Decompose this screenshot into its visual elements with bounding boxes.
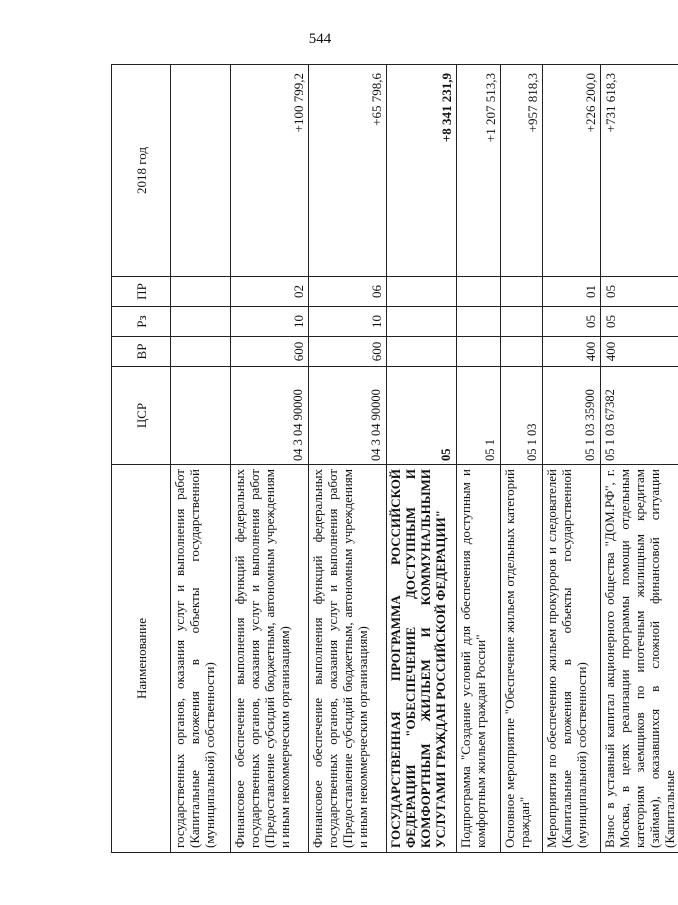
row-value: +100 799,2	[231, 65, 309, 277]
row-value: +957 818,3	[501, 65, 543, 277]
row-rz	[457, 307, 501, 337]
row-csr: 04 3 04 90000	[231, 367, 309, 465]
table-row	[601, 65, 678, 853]
row-csr	[171, 367, 231, 465]
row-csr: 05 1 03 35900	[543, 367, 601, 465]
row-vr: 400	[601, 337, 678, 367]
row-vr: 600	[231, 337, 309, 367]
row-csr: 05 1	[457, 367, 501, 465]
row-name: Подпрограмма "Создание условий для обеспечения доступным и комфортным жильем граждан России"	[457, 465, 501, 853]
table-row	[543, 65, 601, 853]
header-name: Наименование	[112, 465, 171, 853]
table-row	[171, 65, 231, 853]
row-value: +1 207 513,3	[457, 65, 501, 277]
row-vr	[501, 337, 543, 367]
row-vr	[171, 337, 231, 367]
row-rz	[171, 307, 231, 337]
row-pr	[457, 277, 501, 307]
page-number: 544	[308, 31, 332, 47]
row-vr	[387, 337, 457, 367]
row-rz	[387, 307, 457, 337]
row-pr: 05	[601, 277, 678, 307]
table-row	[387, 65, 457, 853]
row-value	[171, 65, 231, 277]
row-name: Основное мероприятие "Обеспечение жильем отдельных категорий граждан"	[501, 465, 543, 853]
row-csr: 05 1 03 67382	[601, 367, 678, 465]
row-name	[387, 465, 457, 853]
header-csr: ЦСР	[112, 367, 171, 465]
row-rz: 05	[601, 307, 678, 337]
header-year: 2018 год	[112, 65, 171, 277]
row-rz	[501, 307, 543, 337]
row-rz: 10	[309, 307, 387, 337]
row-pr: 02	[231, 277, 309, 307]
header-pr: ПР	[112, 277, 171, 307]
budget-table	[111, 64, 678, 853]
table-row	[501, 65, 543, 853]
row-pr: 01	[543, 277, 601, 307]
table-row	[309, 65, 387, 853]
row-pr	[171, 277, 231, 307]
row-csr: 05 1 03	[501, 367, 543, 465]
row-name: Взнос в уставный капитал акционерного общества "ДОМ.РФ", г. Москва, в целях реализации программы помощи отдельным категориям заемщиков по ипотечным жилищным кредитам (займам), оказавшихся в сложной финансовой ситуации (Капитальные	[601, 465, 678, 853]
row-vr: 400	[543, 337, 601, 367]
header-rz: Рз	[112, 307, 171, 337]
row-vr: 600	[309, 337, 387, 367]
table-row	[231, 65, 309, 853]
row-pr: 06	[309, 277, 387, 307]
row-name: государственных органов, оказания услуг и выполнения работ (Капитальные вложения в объекты государственной (муниципальной) собственности)	[171, 465, 231, 853]
rotated-page-content	[111, 65, 677, 853]
header-vr: ВР	[112, 337, 171, 367]
table-header-row	[112, 65, 171, 853]
row-csr: 05	[387, 367, 457, 465]
row-rz: 05	[543, 307, 601, 337]
row-vr	[457, 337, 501, 367]
row-name: Финансовое обеспечение выполнения функций федеральных государственных органов, оказания услуг и выполнения работ (Предоставление субсидий бюджетным, автономным учреждениям и иным некоммерческим организациям)	[231, 465, 309, 853]
row-name: Мероприятия по обеспечению жильем прокуроров и следователей (Капитальные вложения в объекты государственной (муниципальной) собственности)	[543, 465, 601, 853]
row-pr	[501, 277, 543, 307]
row-csr: 04 3 04 90000	[309, 367, 387, 465]
row-name: Финансовое обеспечение выполнения функций федеральных государственных органов, оказания услуг и выполнения работ (Предоставление субсидий бюджетным, автономным учреждениям и иным некоммерческим организациям)	[309, 465, 387, 853]
row-value: +731 618,3	[601, 65, 678, 277]
table-row	[457, 65, 501, 853]
row-value: +226 200,0	[543, 65, 601, 277]
row-rz: 10	[231, 307, 309, 337]
row-pr	[387, 277, 457, 307]
row-value: +8 341 231,9	[387, 65, 457, 277]
program-title: ГОСУДАРСТВЕННАЯ ПРОГРАММА РОССИЙСКОЙ ФЕДЕРАЦИИ "ОБЕСПЕЧЕНИЕ ДОСТУПНЫМ И КОМФОРТНЫМ ЖИЛЬЕМ И КОММУНАЛЬНЫМИ УСЛУГАМИ ГРАЖДАН РОССИЙСКОЙ ФЕДЕРАЦИИ"	[388, 469, 448, 848]
row-value: +65 798,6	[309, 65, 387, 277]
